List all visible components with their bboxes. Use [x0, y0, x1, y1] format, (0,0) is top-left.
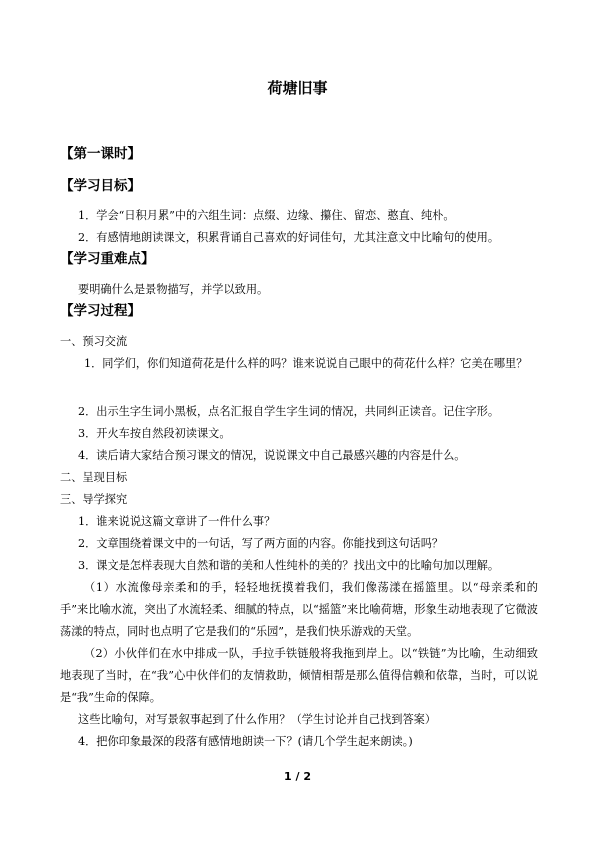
- section-3-title: 三、导学探究: [60, 493, 128, 506]
- section-1-title: 一、预习交流: [60, 335, 128, 348]
- discussion-question: 这些比喻句，对写景叙事起到了什么作用？（学生讨论并自己找到答案）: [78, 713, 437, 726]
- section-1-item-1: 1．同学们，你们知道荷花是什么样的吗？谁来说说自己眼中的荷花什么样？它美在哪里？: [84, 357, 528, 370]
- document-title: 荷塘旧事: [267, 79, 328, 97]
- heading-goals: 【学习目标】: [60, 178, 141, 194]
- key-point-text: 要明确什么是景物描写，并学以致用。: [78, 283, 269, 296]
- heading-key-points: 【学习重难点】: [60, 251, 155, 267]
- section-2-title: 二、呈现目标: [60, 471, 128, 484]
- analysis-paragraph-2: （2）小伙伴们在水中排成一队，手拉手铁链般将我拖到岸上。以“铁链”为比喻，生动细致地表现了当时，在“我”心中伙伴们的友情救助，倾情相帮是那么值得信赖和依靠，当时，可以说是“我”生命的保障。: [60, 647, 538, 705]
- page-number: 1 / 2: [284, 770, 311, 783]
- section-1-item-2: 2．出示生字生词小黑板，点名汇报自学生字生词的情况，共同纠正读音。记住字形。: [78, 405, 500, 418]
- section-3-item-3: 3．课文是怎样表现大自然和谐的美和人性纯朴的美的？找出文中的比喻句加以理解。: [78, 559, 500, 572]
- section-3-item-1: 1．谁来说说这篇文章讲了一件什么事？: [78, 515, 276, 528]
- heading-lesson: 【第一课时】: [60, 146, 141, 162]
- section-3-item-4: 4．把你印象最深的段落有感情地朗读一下？(请几个学生起来朗读。): [78, 735, 413, 748]
- section-1-item-4: 4．读后请大家结合预习课文的情况，说说课文中自己最感兴趣的内容是什么。: [78, 449, 466, 462]
- heading-process: 【学习过程】: [60, 303, 141, 319]
- section-3-item-2: 2．文章围绕着课文中的一句话，写了两方面的内容。你能找到这句话吗？: [78, 537, 444, 550]
- goal-item-2: 2．有感情地朗读课文，积累背诵自己喜欢的好词佳句，尤其注意文中比喻句的使用。: [78, 231, 500, 244]
- analysis-paragraph-1: （1）水流像母亲柔和的手，轻轻地抚摸着我们，我们像荡漾在摇篮里。以“母亲柔和的手”来比喻水流，突出了水流轻柔、细腻的特点，以“摇篮”来比喻荷塘，形象生动地表现了它微波荡漾的特点，同时也点明了它是我们的“乐园”，是我们快乐游戏的天堂。: [60, 581, 538, 639]
- section-1-item-3: 3．开火车按自然段初读课文。: [78, 427, 231, 440]
- goal-item-1: 1．学会“日积月累”中的六组生词：点缀、边缘、攥住、留恋、憨直、纯朴。: [78, 209, 455, 222]
